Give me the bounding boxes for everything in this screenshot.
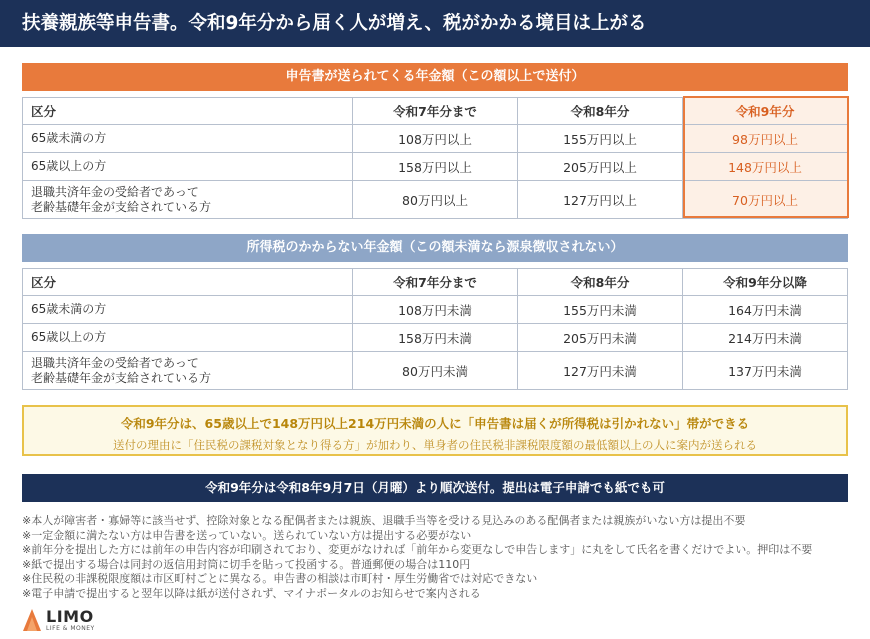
table-cell: 108万円未満 <box>353 296 518 324</box>
table-cell: 155万円以上 <box>518 125 683 153</box>
table-cell: 127万円未満 <box>518 352 683 390</box>
brand-logo <box>22 606 95 634</box>
column-header: 令和7年分まで <box>353 98 518 125</box>
row-category: 65歳以上の方 <box>23 153 353 181</box>
pension-threshold-table <box>22 97 848 219</box>
table-cell-highlight: 70万円以上 <box>683 181 848 219</box>
section1-header: 申告書が送られてくる年金額（この額以上で送付） <box>22 63 848 91</box>
row-category <box>23 181 353 219</box>
table-row <box>23 125 848 153</box>
table-cell: 205万円未満 <box>518 324 683 352</box>
table-row <box>23 296 848 324</box>
table-row <box>23 153 848 181</box>
table-cell-highlight: 148万円以上 <box>683 153 848 181</box>
row-category: 65歳未満の方 <box>23 296 353 324</box>
table-cell: 108万円以上 <box>353 125 518 153</box>
section2-header: 所得税のかからない年金額（この額未満なら源泉徴収されない） <box>22 234 848 262</box>
notice-detail: 送付の理由に「住民税の課税対象となり得る方」が加わり、単身者の住民税非課税限度額の最低額以上の人に案内が送られる <box>113 438 757 452</box>
limo-mark-icon <box>22 608 42 632</box>
table-cell: 158万円未満 <box>353 324 518 352</box>
column-header: 令和7年分まで <box>353 269 518 296</box>
table-cell: 80万円未満 <box>353 352 518 390</box>
row-category: 65歳以上の方 <box>23 324 353 352</box>
table-row <box>23 352 848 390</box>
row-category <box>23 352 353 390</box>
row-category-line: 退職共済年金の受給者であって <box>31 355 199 370</box>
table-cell: 164万円未満 <box>683 296 848 324</box>
footnote: ※電子申請で提出すると翌年以降は紙が送付されず、マイナポータルのお知らせで案内される <box>22 586 481 600</box>
logo-name: LIMO <box>46 606 94 626</box>
footnote: ※住民税の非課税限度額は市区町村ごとに異なる。申告書の相談は市町村・厚生労働省では対応できない <box>22 572 538 585</box>
notice-box <box>22 405 848 456</box>
column-header: 令和9年分以降 <box>683 269 848 296</box>
table-cell: 80万円以上 <box>353 181 518 219</box>
column-header: 令和8年分 <box>518 98 683 125</box>
row-category: 65歳未満の方 <box>23 125 353 153</box>
table-header-row <box>23 98 848 125</box>
footnote: ※紙で提出する場合は同封の返信用封筒に切手を貼って投函する。普通郵便の場合は110円 <box>22 557 471 571</box>
table-cell: 155万円未満 <box>518 296 683 324</box>
table-cell: 205万円以上 <box>518 153 683 181</box>
info-bar: 令和9年分は令和8年9月7日（月曜）より順次送付。提出は電子申請でも紙でも可 <box>22 474 848 502</box>
table-cell: 214万円未満 <box>683 324 848 352</box>
table-cell: 158万円以上 <box>353 153 518 181</box>
column-header: 区分 <box>23 98 353 125</box>
footnote: ※一定金額に満たない方は申告書を送っていない。送られていない方は提出する必要がない <box>22 528 472 542</box>
table-row <box>23 324 848 352</box>
row-category-line: 老齢基礎年金が支給されている方 <box>31 199 212 214</box>
table-cell-highlight: 98万円以上 <box>683 125 848 153</box>
page-title: 扶養親族等申告書。令和9年分から届く人が増え、税がかかる境目は上がる <box>0 0 870 47</box>
table-header-row <box>23 269 848 296</box>
tax-free-table <box>22 268 848 390</box>
footnote: ※前年分を提出した方には前年の申告内容が印刷されており、変更がなければ「前年から変更なしで申告します」に丸をして氏名を書くだけでよい。押印は不要 <box>22 543 813 556</box>
table-row <box>23 181 848 219</box>
table-cell: 137万円未満 <box>683 352 848 390</box>
notice-headline: 令和9年分は、65歳以上で148万円以上214万円未満の人に「申告書は届くが所得税は引かれない」帯ができる <box>120 416 750 431</box>
column-header-highlight: 令和9年分 <box>683 98 848 125</box>
logo-tagline: LIFE & MONEY <box>46 624 95 632</box>
row-category-line: 老齢基礎年金が支給されている方 <box>31 370 212 385</box>
column-header: 区分 <box>23 269 353 296</box>
column-header: 令和8年分 <box>518 269 683 296</box>
footnotes <box>22 514 852 601</box>
table-cell: 127万円以上 <box>518 181 683 219</box>
row-category-line: 退職共済年金の受給者であって <box>31 184 199 199</box>
footnote: ※本人が障害者・寡婦等に該当せず、控除対象となる配偶者または親族、退職手当等を受ける見込みのある配偶者または親族がいない方は提出不要 <box>22 514 746 527</box>
